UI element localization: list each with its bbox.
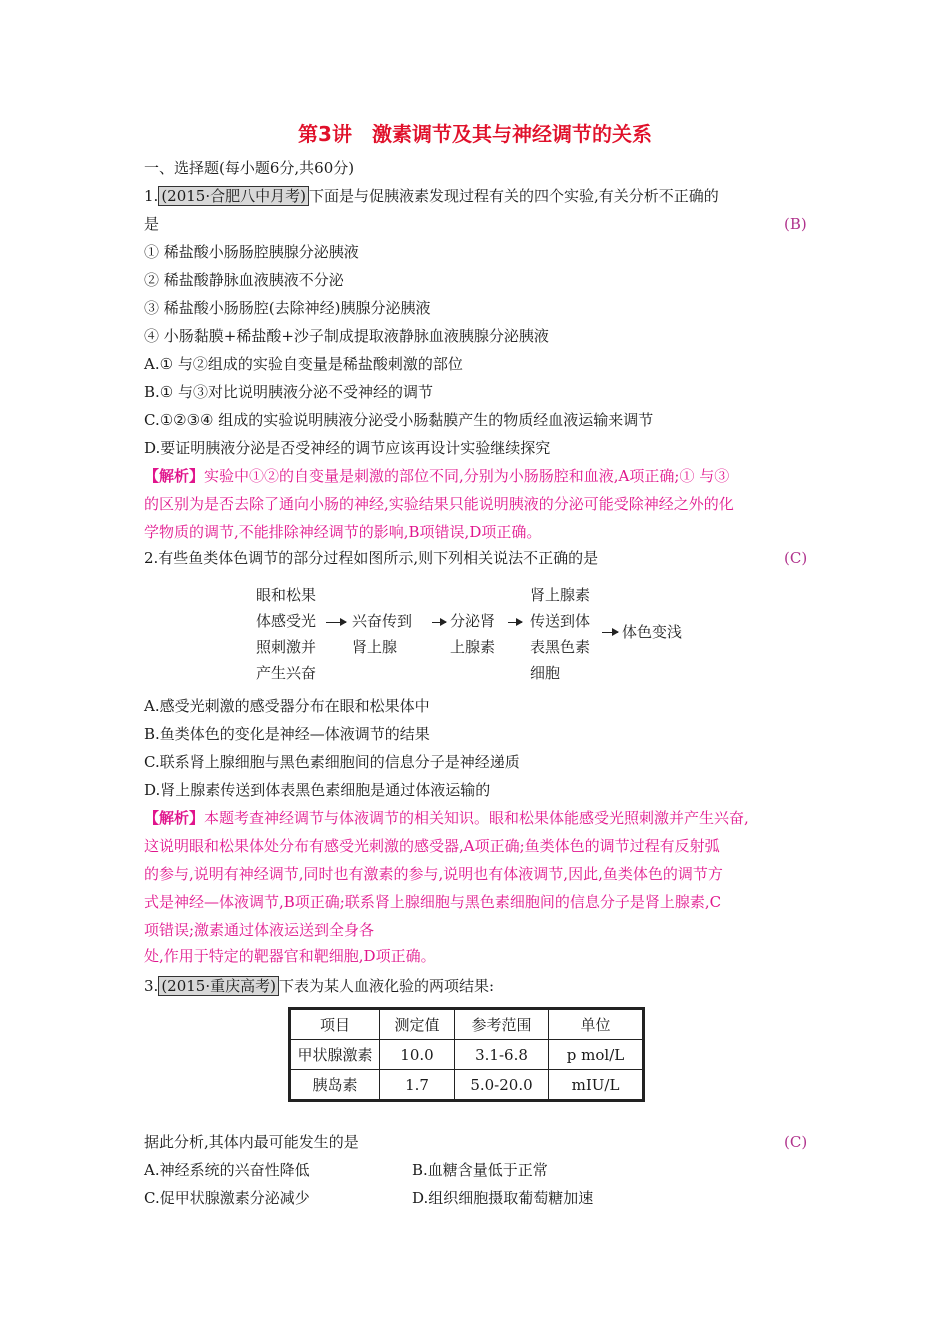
stem-text: 下表为某人血液化验的两项结果: xyxy=(278,977,495,995)
flow-text: 兴奋传到 xyxy=(352,612,413,630)
option-d: D.肾上腺素传送到体表黑色素细胞是通过体液运输的 xyxy=(144,781,491,799)
table-cell: 甲状腺激素 xyxy=(290,1040,380,1070)
flow-text: 表黑色素 xyxy=(530,638,591,656)
analysis-line: 的区别为是否去除了通向小肠的神经,实验结果只能说明胰液的分泌可能受除神经之外的化 xyxy=(144,495,734,513)
question-1-answer: (B) xyxy=(784,215,807,233)
flow-text: 肾上腺 xyxy=(352,638,398,656)
question-2-stem: 2.有些鱼类体色调节的部分过程如图所示,则下列相关说法不正确的是 xyxy=(144,549,599,567)
table-cell: p mol/L xyxy=(549,1040,644,1070)
analysis-line: 这说明眼和松果体处分布有感受光刺激的感受器,A项正确;鱼类体色的调节过程有反射弧 xyxy=(144,837,720,855)
analysis-text: 本题考查神经调节与体液调节的相关知识。眼和松果体能感受光照刺激并产生兴奋, xyxy=(204,809,749,827)
source-tag: (2015·合肥八中月考) xyxy=(158,186,309,206)
table-cell: mIU/L xyxy=(549,1070,644,1101)
table-header: 单位 xyxy=(549,1009,644,1040)
table-header: 测定值 xyxy=(380,1009,455,1040)
question-2-answer: (C) xyxy=(784,549,808,567)
section-heading: 一、选择题(每小题6分,共60分) xyxy=(144,159,355,177)
option-a: A.感受光刺激的感受器分布在眼和松果体中 xyxy=(144,697,430,715)
stem-text: 下面是与促胰液素发现过程有关的四个实验,有关分析不正确的 xyxy=(308,187,719,205)
option-b: B.血糖含量低于正常 xyxy=(412,1161,548,1179)
option-b: B.鱼类体色的变化是神经—体液调节的结果 xyxy=(144,725,430,743)
option-b: B.① 与③对比说明胰液分泌不受神经的调节 xyxy=(144,383,434,401)
question-1-stem xyxy=(144,186,719,206)
analysis-label: 【解析】 xyxy=(144,467,205,485)
question-number: 1. xyxy=(144,187,159,205)
option-d: D.要证明胰液分泌是否受神经的调节应该再设计实验继续探究 xyxy=(144,439,551,457)
flow-box-3 xyxy=(450,608,495,660)
flow-arrow xyxy=(432,622,446,623)
option-c: C.联系肾上腺细胞与黑色素细胞间的信息分子是神经递质 xyxy=(144,753,520,771)
flow-text: 细胞 xyxy=(530,664,561,682)
flow-box-2 xyxy=(352,608,412,660)
page-title: 第3讲 激素调节及其与神经调节的关系 xyxy=(298,122,652,146)
table-cell: 胰岛素 xyxy=(290,1070,380,1101)
flow-text: 体感受光 xyxy=(256,612,317,630)
analysis-label: 【解析】 xyxy=(144,809,205,827)
analysis-line xyxy=(144,808,749,828)
analysis-line xyxy=(144,466,729,486)
table-row xyxy=(290,1040,644,1070)
experiment-3: ③ 稀盐酸小肠肠腔(去除神经)胰腺分泌胰液 xyxy=(144,299,431,317)
flow-box-1 xyxy=(256,582,316,686)
flow-text: 上腺素 xyxy=(450,638,496,656)
option-a: A.神经系统的兴奋性降低 xyxy=(144,1161,310,1179)
question-3-answer: (C) xyxy=(784,1133,808,1151)
option-a: A.① 与②组成的实验自变量是稀盐酸刺激的部位 xyxy=(144,355,463,373)
analysis-line: 的参与,说明有神经调节,同时也有激素的参与,说明也有体液调节,因此,鱼类体色的调节方 xyxy=(144,865,723,883)
table-cell: 10.0 xyxy=(380,1040,455,1070)
table-row xyxy=(290,1070,644,1101)
analysis-line: 处,作用于特定的靶器官和靶细胞,D项正确。 xyxy=(144,947,436,965)
table-header: 参考范围 xyxy=(455,1009,549,1040)
flow-arrow xyxy=(602,632,618,633)
table-cell: 1.7 xyxy=(380,1070,455,1101)
flow-arrow xyxy=(326,622,346,623)
question-3-prompt: 据此分析,其体内最可能发生的是 xyxy=(144,1133,359,1151)
question-number: 3. xyxy=(144,977,159,995)
flow-box-5: 体色变浅 xyxy=(622,623,683,641)
analysis-line: 学物质的调节,不能排除神经调节的影响,B项错误,D项正确。 xyxy=(144,523,542,541)
flow-text: 分泌肾 xyxy=(450,612,496,630)
option-c: C.促甲状腺激素分泌减少 xyxy=(144,1189,310,1207)
analysis-text: 实验中①②的自变量是刺激的部位不同,分别为小肠肠腔和血液,A项正确;① 与③ xyxy=(204,467,730,485)
experiment-1: ① 稀盐酸小肠肠腔胰腺分泌胰液 xyxy=(144,243,359,261)
table-cell: 3.1-6.8 xyxy=(455,1040,549,1070)
analysis-line: 式是神经—体液调节,B项正确;联系肾上腺细胞与黑色素细胞间的信息分子是肾上腺素,C xyxy=(144,893,722,911)
source-tag: (2015·重庆高考) xyxy=(158,976,279,996)
flow-arrow xyxy=(508,622,522,623)
experiment-4: ④ 小肠黏膜+稀盐酸+沙子制成提取液静脉血液胰腺分泌胰液 xyxy=(144,327,549,345)
question-3-stem xyxy=(144,976,494,996)
option-d: D.组织细胞摄取葡萄糖加速 xyxy=(412,1189,594,1207)
flow-text: 眼和松果 xyxy=(256,586,317,604)
flow-text: 传送到体 xyxy=(530,612,591,630)
table-cell: 5.0-20.0 xyxy=(455,1070,549,1101)
flow-text: 产生兴奋 xyxy=(256,664,317,682)
analysis-line: 项错误;激素通过体液运送到全身各 xyxy=(144,921,375,939)
blood-test-table xyxy=(288,1007,645,1102)
option-c: C.①②③④ 组成的实验说明胰液分泌受小肠黏膜产生的物质经血液运输来调节 xyxy=(144,411,654,429)
flow-text: 照刺激并 xyxy=(256,638,317,656)
question-1-stem-cont: 是 xyxy=(144,215,160,233)
table-header: 项目 xyxy=(290,1009,380,1040)
flow-text: 肾上腺素 xyxy=(530,586,591,604)
experiment-2: ② 稀盐酸静脉血液胰液不分泌 xyxy=(144,271,344,289)
flow-box-4 xyxy=(530,582,590,686)
table-header-row xyxy=(290,1009,644,1040)
